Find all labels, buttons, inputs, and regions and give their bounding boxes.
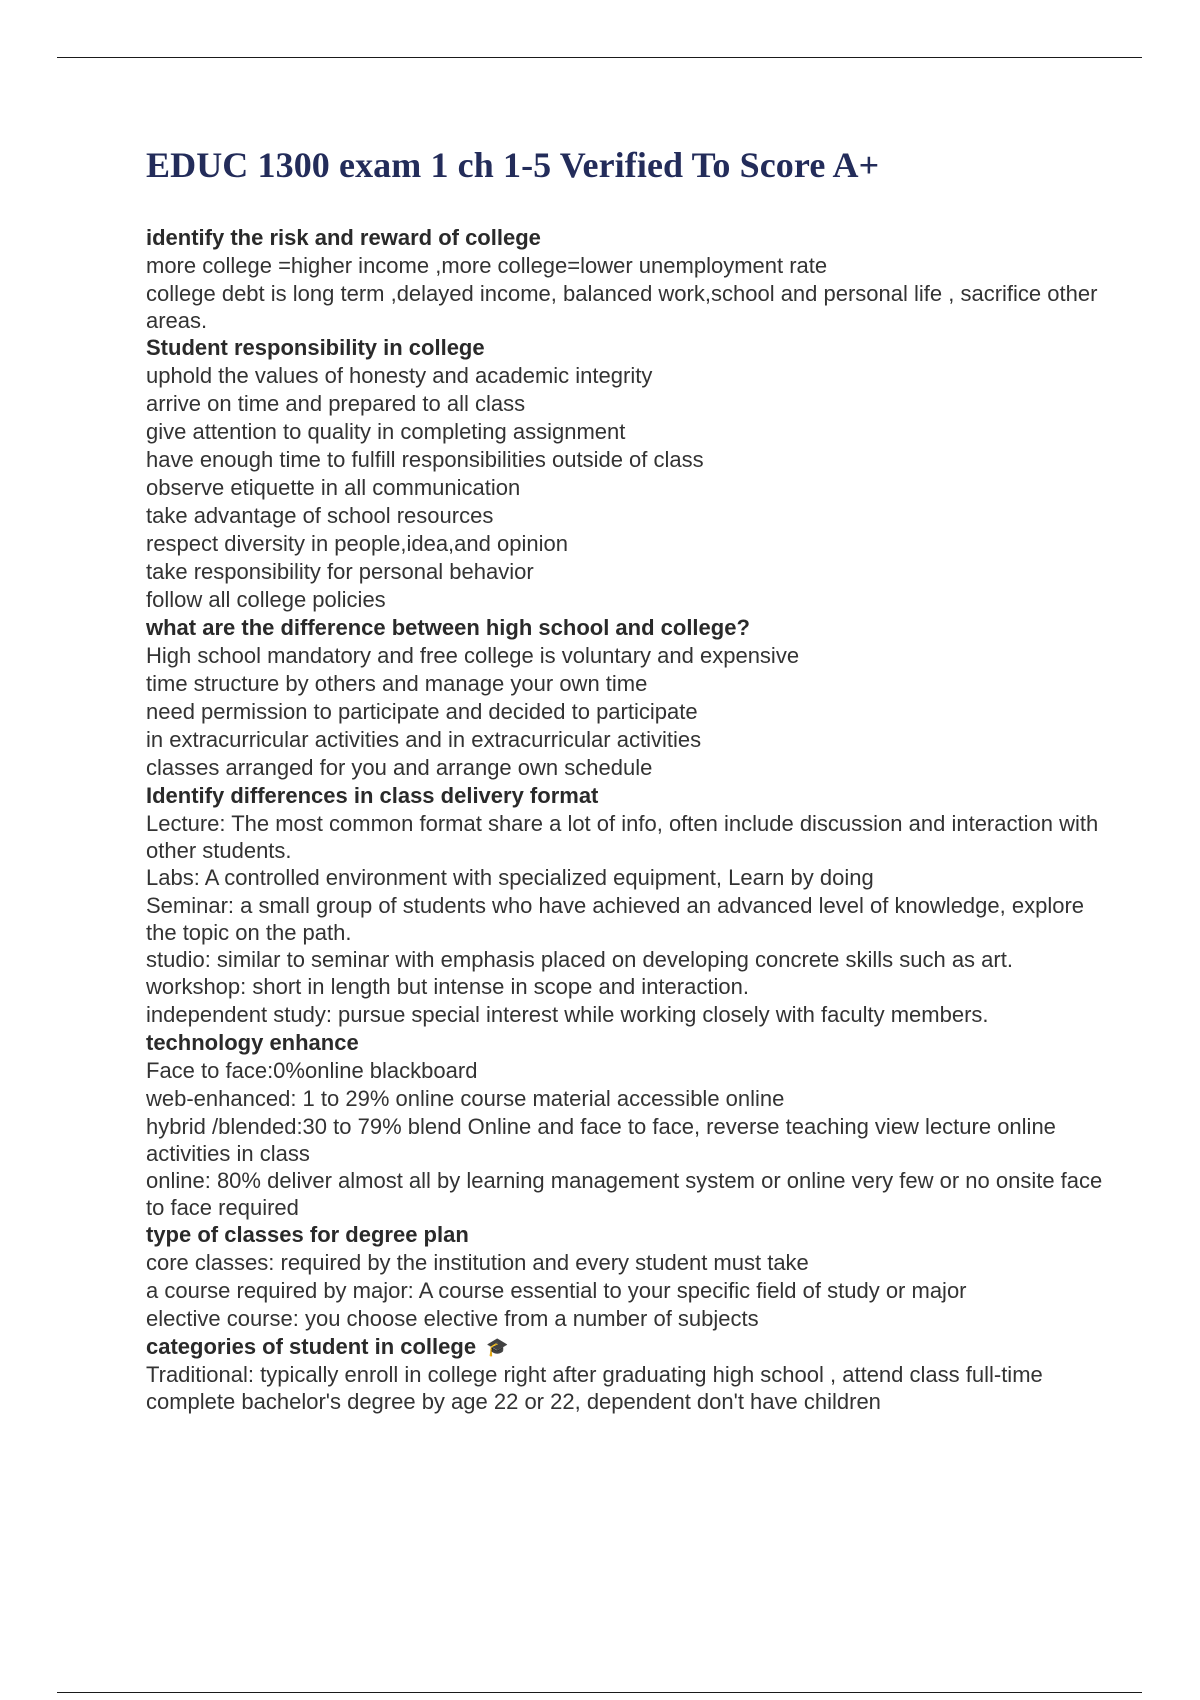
top-divider bbox=[57, 57, 1142, 58]
section-heading: type of classes for degree plan bbox=[146, 1222, 469, 1247]
section-line: Lecture: The most common format share a lot of info, often include discussion and interaction with other students. bbox=[146, 811, 1099, 863]
section-line: in extracurricular activities and in extracurricular activities bbox=[146, 727, 702, 752]
section-line: respect diversity in people,idea,and opinion bbox=[146, 531, 568, 556]
section-line: Traditional: typically enroll in college right after graduating high school , attend class full-time complete bachelor's degree by age 22 or 22, dependent don't have children bbox=[146, 1362, 1043, 1414]
section-line: Labs: A controlled environment with specialized equipment, Learn by doing bbox=[146, 865, 874, 890]
section-line: classes arranged for you and arrange own schedule bbox=[146, 755, 653, 780]
section-student-categories bbox=[146, 1333, 1106, 1415]
section-line: elective course: you choose elective from a number of subjects bbox=[146, 1306, 759, 1331]
section-heading: Student responsibility in college bbox=[146, 335, 485, 360]
section-line: Face to face:0%online blackboard bbox=[146, 1058, 478, 1083]
section-heading: Identify differences in class delivery format bbox=[146, 783, 599, 808]
section-line: uphold the values of honesty and academic integrity bbox=[146, 363, 653, 388]
section-line: take responsibility for personal behavior bbox=[146, 559, 534, 584]
section-line: web-enhanced: 1 to 29% online course material accessible online bbox=[146, 1086, 785, 1111]
section-line: give attention to quality in completing assignment bbox=[146, 419, 626, 444]
section-hs-vs-college bbox=[146, 614, 1106, 782]
section-line: time structure by others and manage your own time bbox=[146, 671, 648, 696]
section-line: observe etiquette in all communication bbox=[146, 475, 521, 500]
section-class-delivery bbox=[146, 782, 1106, 1029]
graduation-cap-icon: 🎓 bbox=[486, 1337, 509, 1357]
section-line: follow all college policies bbox=[146, 587, 386, 612]
section-degree-plan bbox=[146, 1221, 1106, 1333]
section-line: online: 80% deliver almost all by learning management system or online very few or no onsite face to face required bbox=[146, 1168, 1103, 1220]
section-line: High school mandatory and free college is voluntary and expensive bbox=[146, 643, 800, 668]
section-heading: identify the risk and reward of college bbox=[146, 225, 541, 250]
section-line: core classes: required by the institution and every student must take bbox=[146, 1250, 809, 1275]
section-risk-reward bbox=[146, 224, 1106, 334]
section-student-responsibility bbox=[146, 334, 1106, 614]
bottom-divider bbox=[57, 1692, 1142, 1693]
section-line: workshop: short in length but intense in scope and interaction. bbox=[146, 974, 749, 999]
section-heading bbox=[146, 1333, 1106, 1361]
section-line: a course required by major: A course essential to your specific field of study or major bbox=[146, 1278, 967, 1303]
section-technology-enhance bbox=[146, 1029, 1106, 1221]
section-line: hybrid /blended:30 to 79% blend Online and face to face, reverse teaching view lecture online activities in class bbox=[146, 1114, 1056, 1166]
section-line: college debt is long term ,delayed income, balanced work,school and personal life , sacrifice other areas. bbox=[146, 281, 1098, 333]
section-line: arrive on time and prepared to all class bbox=[146, 391, 526, 416]
section-heading-text: categories of student in college bbox=[146, 1334, 477, 1359]
section-line: independent study: pursue special interest while working closely with faculty members. bbox=[146, 1002, 989, 1027]
section-heading: technology enhance bbox=[146, 1030, 359, 1055]
section-line: Seminar: a small group of students who have achieved an advanced level of knowledge, explore the topic on the path. bbox=[146, 893, 1085, 945]
section-heading: what are the difference between high school and college? bbox=[146, 615, 750, 640]
section-line: more college =higher income ,more college=lower unemployment rate bbox=[146, 253, 828, 278]
section-line: studio: similar to seminar with emphasis placed on developing concrete skills such as art. bbox=[146, 947, 1013, 972]
document-body bbox=[146, 143, 1106, 1415]
section-line: take advantage of school resources bbox=[146, 503, 494, 528]
section-line: need permission to participate and decided to participate bbox=[146, 699, 698, 724]
section-line: have enough time to fulfill responsibilities outside of class bbox=[146, 447, 704, 472]
page-title: EDUC 1300 exam 1 ch 1-5 Verified To Score A+ bbox=[146, 145, 880, 185]
